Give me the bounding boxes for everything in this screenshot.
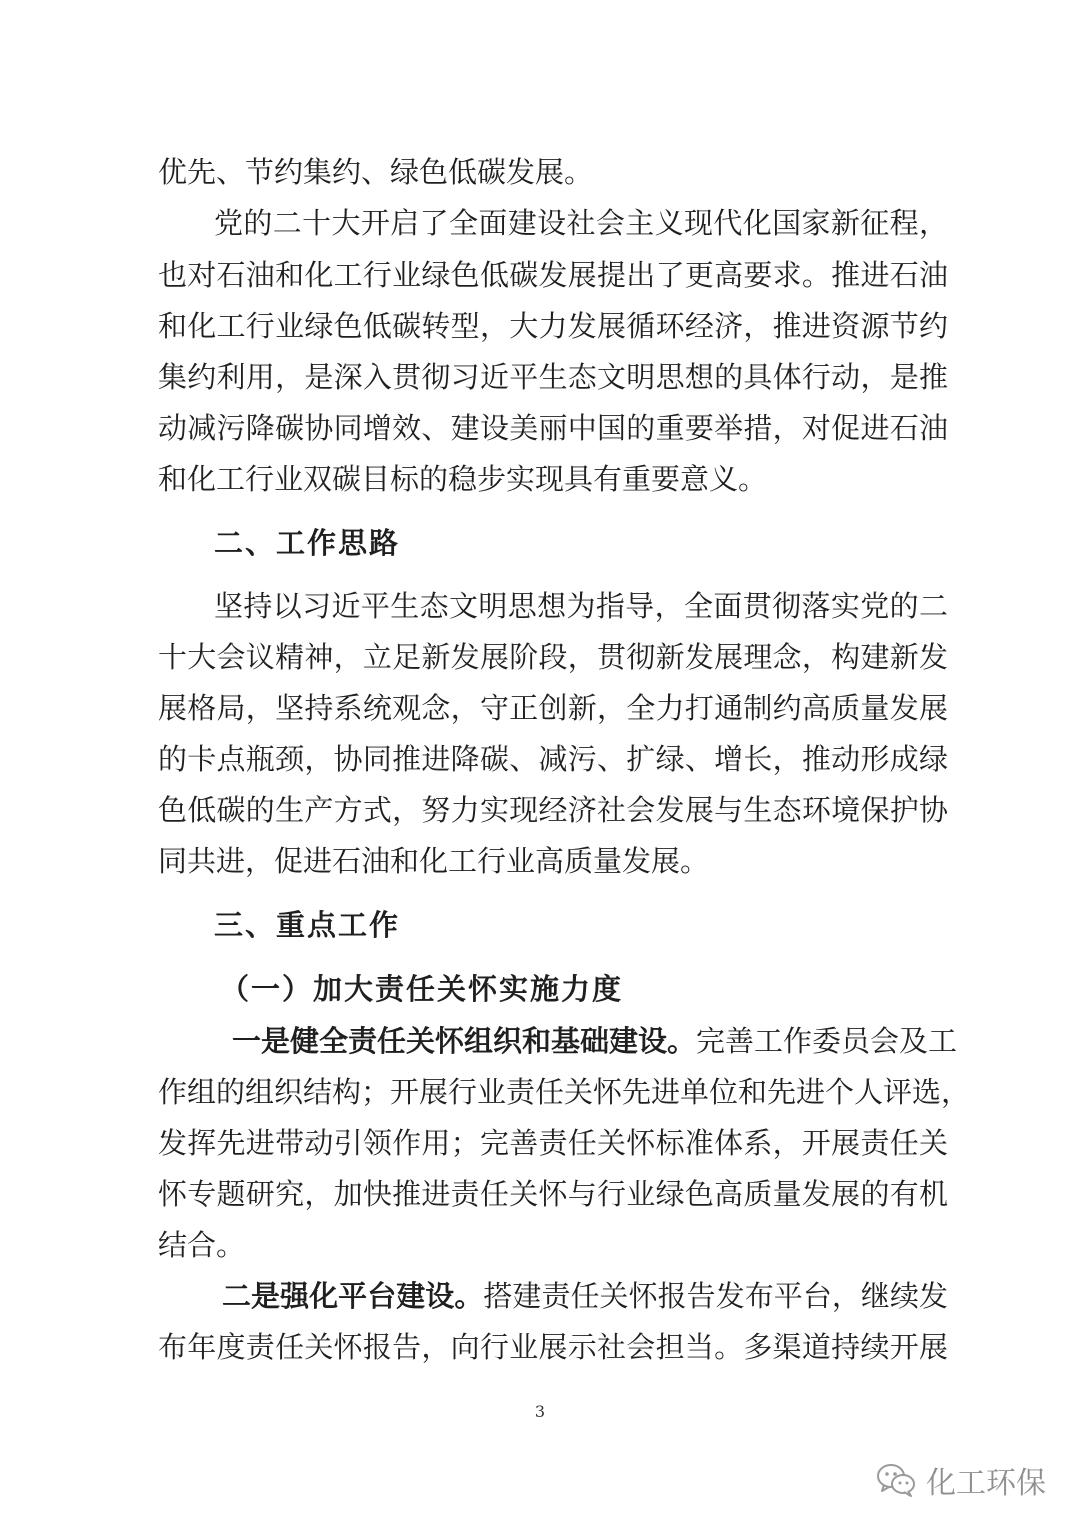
paragraph-line: 坚持以习近平生态文明思想为指导，全面贯彻落实党的二: [214, 589, 948, 623]
paragraph-line: 和化工行业绿色低碳转型，大力发展循环经济，推进资源节约: [158, 309, 948, 343]
paragraph-line: 发挥先进带动引领作用；完善责任关怀标准体系，开展责任关: [158, 1126, 948, 1160]
paragraph-line: 展格局，坚持系统观念，守正创新，全力打通制约高质量发展: [158, 691, 948, 725]
paragraph-line: 作组的组织结构；开展行业责任关怀先进单位和先进个人评选，: [158, 1075, 971, 1109]
paragraph-line: 同共进，促进石油和化工行业高质量发展。: [158, 844, 710, 878]
item-text: 完善工作委员会及工: [696, 1024, 958, 1058]
paragraph-line: 党的二十大开启了全面建设社会主义现代化国家新征程，: [214, 206, 948, 240]
paragraph-line: 动减污降碳协同增效、建设美丽中国的重要举措，对促进石油: [158, 411, 948, 445]
paragraph-line: 色低碳的生产方式，努力实现经济社会发展与生态环境保护协: [158, 793, 948, 827]
subsection-heading: （一）加大责任关怀实施力度: [220, 972, 624, 1006]
section-heading: 二、工作思路: [214, 526, 401, 560]
paragraph-line: 结合。: [158, 1228, 246, 1262]
page-number: 3: [534, 1402, 546, 1421]
paragraph-line: 十大会议精神，立足新发展阶段，贯彻新发展理念，构建新发: [158, 640, 948, 674]
section-heading: 三、重点工作: [214, 908, 401, 942]
watermark: [876, 1460, 1046, 1500]
item-first-line: [222, 1277, 948, 1315]
wechat-icon: [876, 1463, 916, 1497]
item-first-line: [232, 1022, 958, 1060]
paragraph-line: 的卡点瓶颈，协同推进降碳、减污、扩绿、增长，推动形成绿: [158, 742, 948, 776]
paragraph-line: 也对石油和化工行业绿色低碳发展提出了更高要求。推进石油: [158, 258, 948, 292]
item-text: 搭建责任关怀报告发布平台，继续发: [483, 1279, 948, 1313]
paragraph-line: 优先、节约集约、绿色低碳发展。: [158, 155, 594, 189]
item-lead: 一是健全责任关怀组织和基础建设。: [232, 1024, 697, 1058]
paragraph-line: 集约利用，是深入贯彻习近平生态文明思想的具体行动，是推: [158, 360, 948, 394]
paragraph-line: 怀专题研究，加快推进责任关怀与行业绿色高质量发展的有机: [158, 1177, 948, 1211]
item-lead: 二是强化平台建设。: [222, 1279, 484, 1313]
paragraph-line: 和化工行业双碳目标的稳步实现具有重要意义。: [158, 462, 768, 496]
watermark-text: 化工环保: [926, 1466, 1046, 1501]
paragraph-line: 布年度责任关怀报告，向行业展示社会担当。多渠道持续开展: [158, 1330, 948, 1364]
